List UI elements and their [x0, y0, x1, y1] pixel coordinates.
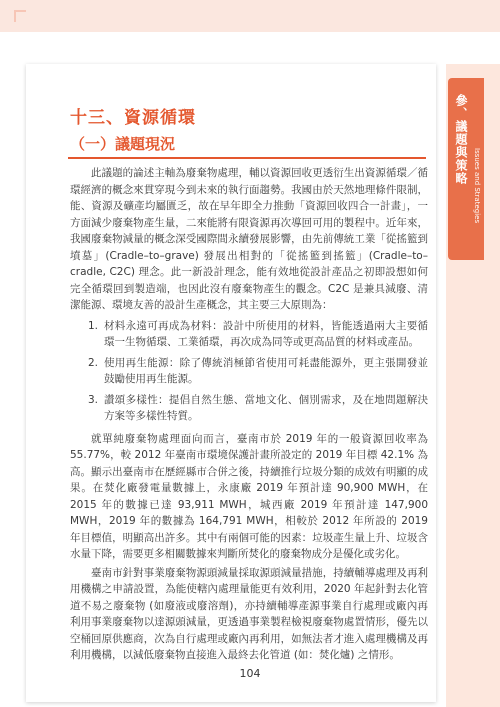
paragraph-recycling-data: 就單純廢棄物處理面向而言，臺南市於 2019 年的一般資源回收率為 55.77%，較 2012 年臺南市環境保護計畫所設定的 2019 年目標 42.1% 為高。顯示出臺南市在歷經縣市合併之後，持續推行垃圾分類的成效有明顯的成果。在焚化廠發電量數據上，永康廠 2019 年預計達 90,900 MWH，在 2015 年的數據已達 93,911 MWH，城西廠 2019 年預計達 147,900 MWH，2019 年的數據為 164,791 MWH，相較於 2012 年所設的 2019 年目標值，明顯高出許多。其中有兩個可能的因素：垃圾產生量上升、垃圾含水量下降，需要更多相關數據來判斷所焚化的廢棄物成分是優化或劣化。	[70, 432, 428, 560]
section-title: 十三、資源循環	[70, 108, 196, 128]
page-number: 104	[239, 667, 261, 680]
side-tab-english-title: Issues and Strategies	[473, 148, 481, 224]
side-tab-chapter-title: 參、議題與策略	[454, 94, 468, 185]
list-text: 材料永遠可再成為材料：設計中所使用的材料，皆能透過兩大主要循環一生物循環、工業循環，再次成為同等或更高品質的材料或產品。	[104, 319, 428, 348]
paragraph-industrial-waste: 臺南市針對事業廢棄物源頭減量採取源頭減量措施，持續輔導處理及再利用機構之申請設置，為能使轄內處理量能更有效利用，2020 年起針對去化管道不易之廢棄物 (如廢液或廢溶劑)，亦持續輔導產源事業自行處理或廠內再利用事業廢棄物以達源頭減量，更透過事業製程檢視廢棄物處置情形，優先以空桶回原供應商，次為自行處理或廠內再利用，如無法者才進入處理機構及再利用機構，以減低廢棄物直接進入最終去化管道 (如：焚化爐) 之情形。	[70, 566, 428, 661]
list-item	[70, 392, 428, 425]
paragraph-intro: 此議題的論述主軸為廢棄物處理，輔以資源回收更透衍生出資源循環／循環經濟的概念來貫穿現今到未來的執行面趨勢。我國由於天然地理條件限制，能、資源及礦產均屬匱乏，故在早年即全力推動「資源回收四合一計畫」，一方面減少廢棄物產生量，二來能將有限資源再次導回可用的製程中。近年來，我國廢棄物減量的概念深受國際間永續發展影響，由先前傳統工業「從搖籃到墳墓」(Cradle–to–grave) 發展出相對的「從搖籃到搖籃」(Cradle–to–cradle, C2C) 理念。此一新設計理念，能有效地從設計產品之初即設想如何完全循環回到製造端，也因此沒有廢棄物產生的觀念。C2C 是兼具減廢、清潔能源、環境友善的設計生產概念，其主要三大原則為：	[70, 167, 428, 311]
list-item	[70, 355, 428, 388]
subsection-title: （一）議題現況	[70, 135, 176, 153]
list-number: 1.	[88, 319, 99, 332]
list-item	[70, 318, 428, 351]
body-text	[70, 165, 428, 666]
list-number: 3.	[88, 393, 99, 406]
top-decorative-band	[0, 0, 500, 32]
principles-list	[70, 318, 428, 425]
list-text: 使用再生能源：除了傳統消極節省使用可耗盡能源外，更主張開發並鼓勵使用再生能源。	[104, 356, 428, 385]
corner-decoration	[14, 10, 26, 22]
title-underline	[68, 157, 426, 159]
list-number: 2.	[88, 356, 99, 369]
list-text: 讚頌多樣性：提倡自然生態、當地文化、個別需求，及在地問題解決方案等多樣性特質。	[104, 393, 428, 422]
